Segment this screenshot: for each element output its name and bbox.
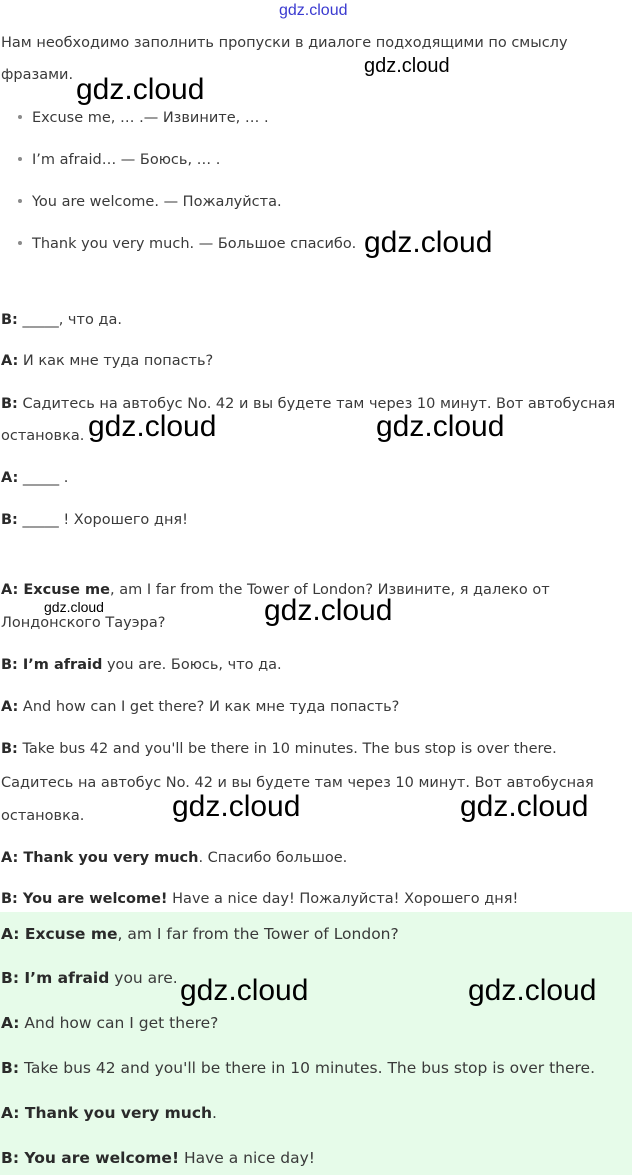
speaker-label: A: [1,470,19,486]
speaker-label: B: [1,969,20,987]
speaker-label: A: [1,699,19,715]
bullet-icon [18,199,22,203]
line-text: And how can I get there? [19,1014,219,1032]
phrase-highlight: Thank you very much [18,850,199,866]
speaker-label: A: [1,582,19,598]
speaker-label: A: [1,1014,20,1032]
speaker-label: B: [1,657,18,673]
speaker-label: A: [1,353,19,369]
watermark: gdz.cloud [76,73,205,106]
intro-line-2: фразами. [1,67,74,83]
phrase-highlight: I’m afraid [17,657,103,673]
dialogue-line [1,968,178,988]
dialogue-line [1,924,399,944]
line-text: _____, что да. [17,312,122,328]
phrase-highlight: You are welcome! [19,1149,180,1167]
line-text: Have a nice day! Пожалуйста! Хорошего дня! [167,891,519,907]
phrase-highlight: I’m afraid [19,969,110,987]
line-text: Садитесь на автобус No. 42 и вы будете там через 10 минут. Вот автобусная [17,396,616,412]
line-text: you are. Боюсь, что да. [102,657,282,673]
dialogue-line [1,613,165,633]
list-item [18,108,269,128]
answer-box [0,912,632,1175]
list-item [18,150,220,170]
speaker-label: B: [1,1059,20,1077]
phrase-highlight: Excuse me [18,582,110,598]
watermark: gdz.cloud [172,790,301,823]
line-text: И как мне туда попасть? [18,353,214,369]
speaker-label: B: [1,741,18,757]
dialogue-line [1,310,122,330]
bullet-icon [18,115,22,119]
line-text: . [212,1104,217,1122]
phrase-highlight: Thank you very much [19,1104,213,1122]
line-text: you are. [109,969,178,987]
line-text: _____ ! Хорошего дня! [17,512,188,528]
watermark: gdz.cloud [44,599,104,615]
bullet-icon [18,157,22,161]
watermark: gdz.cloud [264,594,393,627]
phrase-text: Excuse me, … .— Извините, … . [32,110,269,126]
dialogue-line [1,806,84,826]
watermark: gdz.cloud [180,974,309,1007]
phrase-highlight: Excuse me [19,925,118,943]
speaker-label: B: [1,396,18,412]
line-text: _____ . [18,470,69,486]
line-text: And how can I get there? И как мне туда попасть? [18,699,400,715]
dialogue-line [1,697,399,717]
list-item [18,192,282,212]
dialogue-line [1,510,188,530]
dialogue-line [1,426,84,446]
site-logo-top: gdz.cloud [279,2,348,19]
dialogue-line [1,889,518,909]
phrase-highlight: You are welcome! [17,891,168,907]
line-text: Take bus 42 and you'll be there in 10 minutes. The bus stop is over there. [17,741,557,757]
dialogue-line [1,1013,218,1033]
watermark: gdz.cloud [468,974,597,1007]
dialogue-line [1,739,557,759]
speaker-label: A: [1,1104,20,1122]
speaker-label: B: [1,512,18,528]
dialogue-line [1,1058,595,1078]
speaker-label: B: [1,891,18,907]
list-item [18,234,356,254]
dialogue-line [1,351,213,371]
dialogue-line [1,1103,217,1123]
watermark: gdz.cloud [376,410,505,443]
line-text: . Спасибо большое. [198,850,348,866]
phrase-text: Thank you very much. — Большое спасибо. [32,236,357,252]
line-text: остановка. [1,808,85,824]
line-text: Have a nice day! [179,1149,316,1167]
line-text: , am I far from the Tower of London? Извините, я далеко от [109,582,550,598]
speaker-label: B: [1,312,18,328]
watermark: gdz.cloud [460,790,589,823]
line-text: Лондонского Тауэра? [1,615,166,631]
speaker-label: A: [1,925,20,943]
dialogue-line [1,848,347,868]
line-text: Садитесь на автобус No. 42 и вы будете там через 10 минут. Вот автобусная [1,775,594,791]
dialogue-line [1,468,68,488]
dialogue-line [1,655,282,675]
intro-line-1: Нам необходимо заполнить пропуски в диалоге подходящими по смыслу [1,35,568,51]
dialogue-line [1,1148,315,1168]
line-text: , am I far from the Tower of London? [117,925,399,943]
watermark: gdz.cloud [364,226,493,259]
line-text: остановка. [1,428,85,444]
speaker-label: A: [1,850,19,866]
phrase-text: You are welcome. — Пожалуйста. [32,194,282,210]
bullet-icon [18,241,22,245]
watermark: gdz.cloud [88,410,217,443]
watermark: gdz.cloud [364,55,450,77]
phrase-text: I’m afraid… — Боюсь, … . [32,152,221,168]
speaker-label: B: [1,1149,20,1167]
line-text: Take bus 42 and you'll be there in 10 minutes. The bus stop is over there. [19,1059,596,1077]
